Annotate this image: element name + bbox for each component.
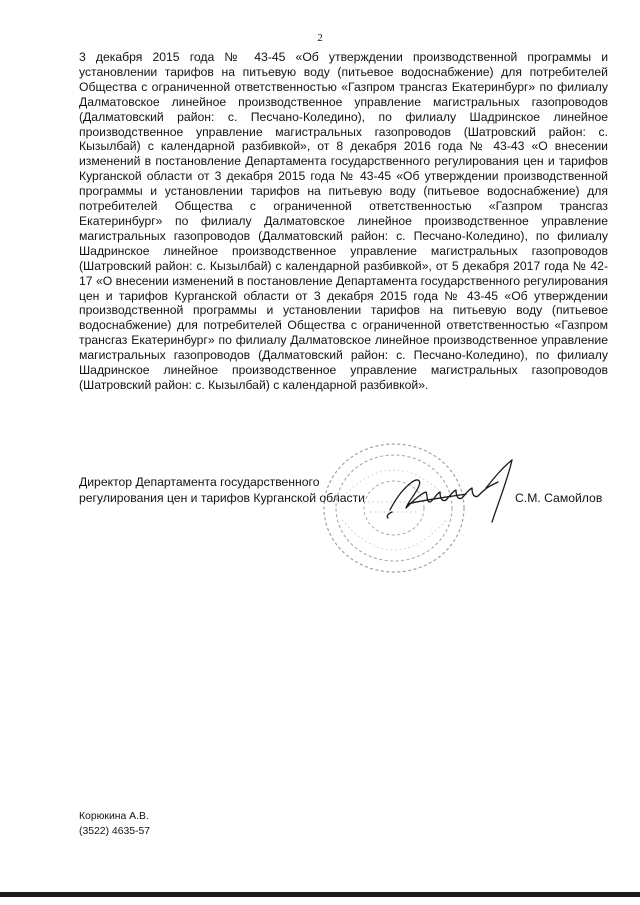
signatory-position-line-2: регулирования цен и тарифов Курганской области: [79, 491, 365, 505]
document-body-text: 3 декабря 2015 года № 43-45 «Об утверждении производственной программы и установлении тарифов на питьевую воду (питьевое водоснабжение) для потребителей Общества с ограниченной ответственностью «Газпром трансгаз Екатеринбург» по филиалу Далматовское линейное производственное управление магистральных газопроводов (Далматовский район: с. Песчано-Коледино), по филиалу Шадринское линейное производственное управление магистральных газопроводов (Шатровский район: с. Кызылбай) с календарной разбивкой», от 8 декабря 2016 года № 43-43 «О внесении изменений в постановление Департамента государственного регулирования цен и тарифов Курганской области от 3 декабря 2015 года № 43-45 «Об утверждении производственной программы и установлении тарифов на питьевую воду (питьевое водоснабжение) для потребителей Общества с ограниченной ответственностью «Газпром трансгаз Екатеринбург» по филиалу Далматовское линейное производственное управление магистральных газопроводов (Далматовский район: с. Песчано-Коледино), по филиалу Шадринское линейное производственное управление магистральных газопроводов (Шатровский район: с. Кызылбай) с календарной разбивкой», от 5 декабря 2017 года № 42-17 «О внесении изменений в постановление Департамента государственного регулирования цен и тарифов Курганской области от 3 декабря 2015 года № 43-45 «Об утверждении производственной программы и установлении тарифов на питьевую воду (питьевое водоснабжение) для потребителей Общества с ограниченной ответственностью «Газпром трансгаз Екатеринбург» по филиалу Далматовское линейное производственное управление магистральных газопроводов (Далматовский район: с. Песчано-Коледино), по филиалу Шадринское линейное производственное управление магистральных газопроводов (Шатровский район: с. Кызылбай) с календарной разбивкой».: [79, 50, 608, 392]
page-number: 2: [317, 32, 323, 44]
executor-info: [79, 809, 150, 839]
signatory-position: [79, 474, 365, 506]
executor-name: Корюкина А.В.: [79, 811, 149, 822]
signatory-name: С.М. Самойлов: [515, 491, 603, 505]
signatory-position-line-1: Директор Департамента государственного: [79, 475, 320, 489]
scan-edge-divider: [0, 892, 640, 897]
signature-block: [79, 474, 619, 554]
executor-phone: (3522) 4635-57: [79, 826, 151, 837]
